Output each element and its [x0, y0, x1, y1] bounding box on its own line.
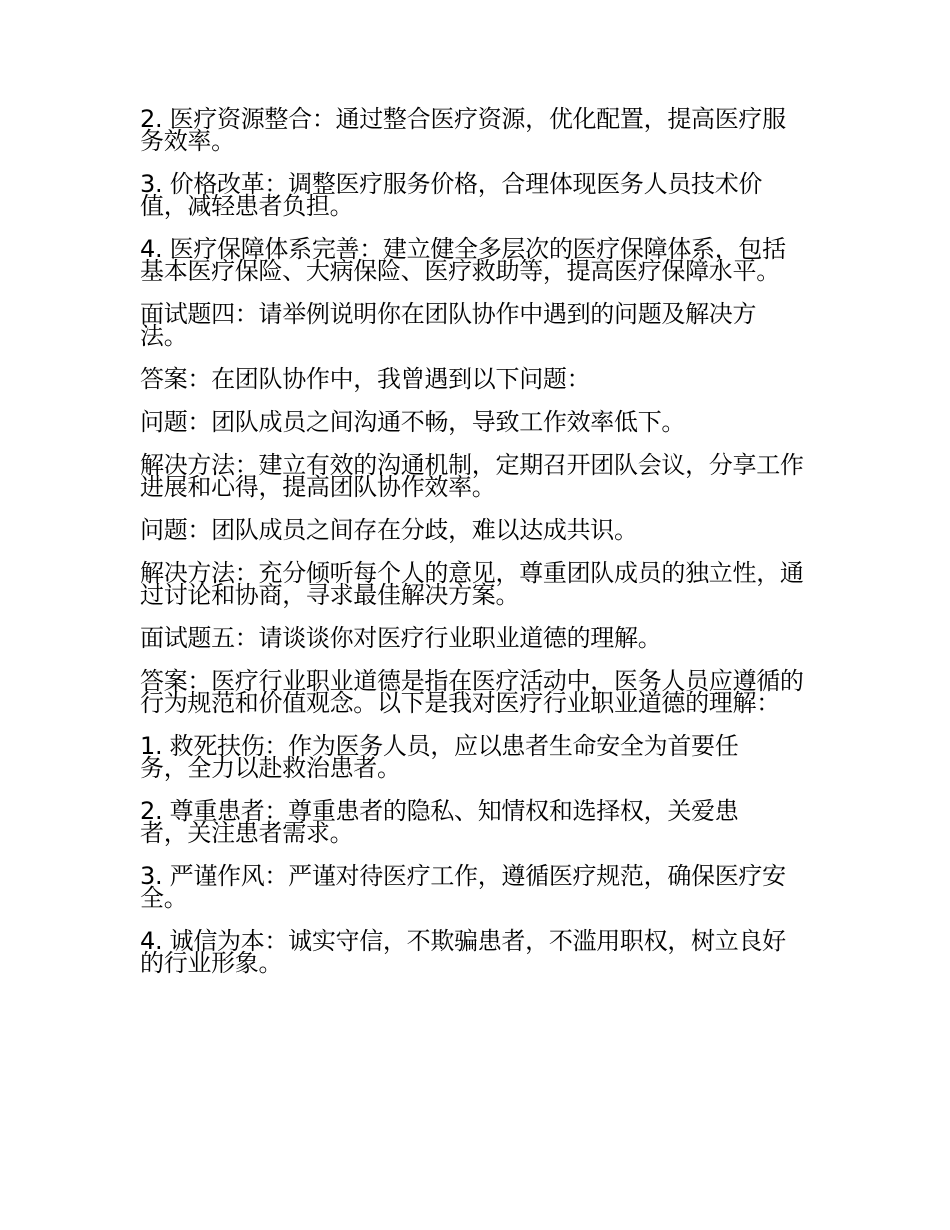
paragraph: 4. 医疗保障体系完善：建立健全多层次的医疗保障体系，包括基本医疗保险、大病保险、医疗救助等，提高医疗保障水平。	[140, 235, 786, 285]
paragraph: 3. 价格改革：调整医疗服务价格，合理体现医务人员技术价值，减轻患者负担。	[140, 170, 763, 220]
paragraph: 4. 诚信为本：诚实守信，不欺骗患者，不滥用职权，树立良好的行业形象。	[140, 927, 786, 977]
paragraph: 2. 尊重患者：尊重患者的隐私、知情权和选择权，关爱患者，关注患者需求。	[140, 797, 739, 847]
paragraph: 问题：团队成员之间存在分歧，难以达成共识。	[140, 516, 638, 544]
document-body	[140, 105, 815, 995]
paragraph: 面试题五：请谈谈你对医疗行业职业道德的理解。	[140, 624, 662, 652]
paragraph: 2. 医疗资源整合：通过整合医疗资源，优化配置，提高医疗服务效率。	[140, 105, 786, 155]
paragraph: 解决方法：充分倾听每个人的意见，尊重团队成员的独立性，通过讨论和协商，寻求最佳解决方案。	[140, 559, 804, 609]
paragraph: 面试题四：请举例说明你在团队协作中遇到的问题及解决方法。	[140, 300, 757, 350]
paragraph: 答案：医疗行业职业道德是指在医疗活动中，医务人员应遵循的行为规范和价值观念。以下是我对医疗行业职业道德的理解：	[140, 667, 804, 717]
paragraph: 3. 严谨作风：严谨对待医疗工作，遵循医疗规范，确保医疗安全。	[140, 862, 786, 912]
paragraph: 1. 救死扶伤：作为医务人员，应以患者生命安全为首要任务，全力以赴救治患者。	[140, 732, 739, 782]
paragraph: 答案：在团队协作中，我曾遇到以下问题：	[140, 365, 591, 393]
paragraph: 解决方法：建立有效的沟通机制，定期召开团队会议，分享工作进展和心得，提高团队协作效率。	[140, 451, 804, 501]
paragraph: 问题：团队成员之间沟通不畅，导致工作效率低下。	[140, 408, 686, 436]
